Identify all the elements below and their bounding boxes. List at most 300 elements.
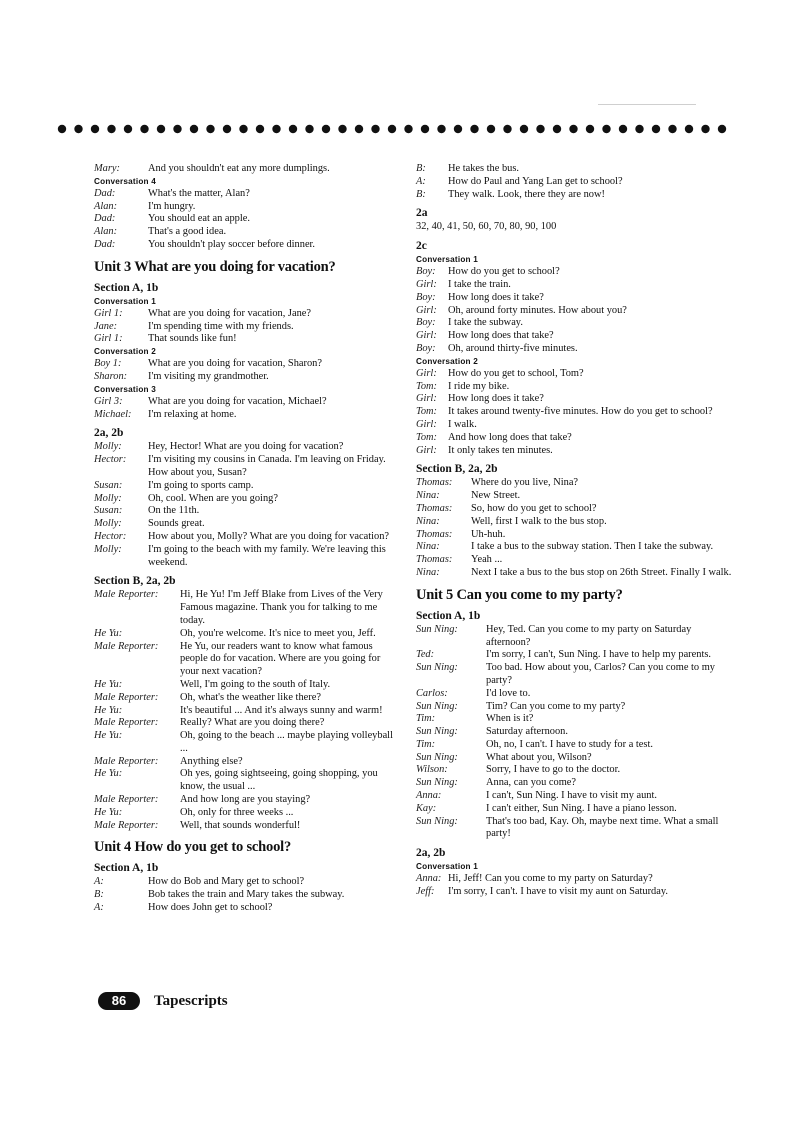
- dialogue-text: Really? What are you doing there?: [180, 717, 325, 729]
- speaker-name: Kay:: [416, 802, 437, 814]
- dialogue-text: I walk.: [448, 418, 477, 430]
- dialogue-line: [416, 739, 736, 752]
- dialogue-text: Bob takes the train and Mary takes the subway.: [148, 889, 345, 901]
- speaker-name: Male Reporter:: [94, 640, 159, 652]
- border-dot: [388, 125, 396, 133]
- speaker-name: Alan:: [94, 200, 118, 212]
- dialogue-text: I'm visiting my grandmother.: [148, 370, 269, 382]
- dialogue-text: How do you get to school, Tom?: [448, 367, 584, 379]
- dialogue-text: Sorry, I have to go to the doctor.: [486, 764, 621, 776]
- border-dot: [536, 125, 544, 133]
- dialogue-line: [416, 803, 736, 816]
- right-column: [416, 163, 736, 899]
- conversation-label: Conversation 1: [416, 862, 478, 872]
- speaker-name: Male Reporter:: [94, 589, 159, 601]
- dialogue-line: [94, 717, 394, 730]
- dialogue-line: [94, 371, 394, 384]
- border-dot: [553, 125, 561, 133]
- dialogue-text: New Street.: [471, 490, 521, 502]
- speaker-name: Nina:: [416, 515, 440, 527]
- dialogue-line: [94, 480, 394, 493]
- dialogue-text: Oh, going to the beach ... maybe playing volleyball ...: [180, 730, 393, 754]
- unit-heading: Unit 4 How do you get to school?: [94, 839, 292, 856]
- conversation-label: Conversation 1: [94, 296, 156, 306]
- dialogue-line: [94, 589, 394, 627]
- dialogue-text: Hey, Hector! What are you doing for vacation?: [148, 441, 344, 453]
- dialogue-text: I'm relaxing at home.: [148, 408, 237, 420]
- speaker-name: Girl:: [416, 418, 437, 430]
- speaker-name: Girl 1:: [94, 333, 123, 345]
- dialogue-text: How about you, Molly? What are you doing for vacation?: [148, 530, 390, 542]
- dialogue-line: [94, 163, 394, 176]
- dialogue-line: [94, 730, 394, 756]
- dialogue-line: [94, 308, 394, 321]
- dialogue-line: [416, 368, 736, 381]
- dialogue-text: Anna, can you come?: [486, 777, 577, 789]
- speaker-name: Molly:: [94, 492, 122, 504]
- dialogue-line: [94, 705, 394, 718]
- dialogue-line: [416, 343, 736, 356]
- dialogue-line: [94, 756, 394, 769]
- dialogue-text: I'm spending time with my friends.: [148, 320, 294, 332]
- speaker-name: B:: [416, 188, 426, 200]
- border-dot: [470, 125, 478, 133]
- conversation-label: Conversation 2: [94, 347, 156, 357]
- dialogue-text: How do you get to school?: [448, 266, 560, 278]
- dialogue-line: [94, 188, 394, 201]
- speaker-name: Boy:: [416, 317, 436, 329]
- dialogue-text: I take a bus to the subway station. Then I take the subway.: [471, 541, 714, 553]
- border-dot: [305, 125, 313, 133]
- dialogue-line: [416, 726, 736, 739]
- speaker-name: Sun Ning:: [416, 726, 458, 738]
- section-heading: 2a: [416, 207, 428, 220]
- dialogue-line: [94, 531, 394, 544]
- dialogue-line: [94, 505, 394, 518]
- speaker-name: Girl:: [416, 278, 437, 290]
- border-dot: [289, 125, 297, 133]
- dialogue-line: [94, 358, 394, 371]
- dialogue-line: [416, 445, 736, 458]
- speaker-name: Molly:: [94, 543, 122, 555]
- dialogue-text: Oh, cool. When are you going?: [148, 492, 278, 504]
- speaker-name: Nina:: [416, 566, 440, 578]
- dialogue-text: Next I take a bus to the bus stop on 26th Street. Finally I walk.: [471, 566, 732, 578]
- border-dot: [74, 125, 82, 133]
- dialogue-line: [416, 777, 736, 790]
- conversation-label: Conversation 1: [416, 255, 478, 265]
- dialogue-text: How long does that take?: [448, 330, 554, 342]
- border-dot: [437, 125, 445, 133]
- dialogue-text: Uh-huh.: [471, 528, 506, 540]
- dialogue-text: How do Bob and Mary get to school?: [148, 876, 305, 888]
- corner-rule: [598, 104, 696, 105]
- speaker-name: Male Reporter:: [94, 794, 159, 806]
- speaker-name: Anna:: [416, 790, 442, 802]
- border-dot: [520, 125, 528, 133]
- dialogue-text: I'm going to sports camp.: [148, 479, 254, 491]
- page-number-badge: 86: [98, 992, 140, 1010]
- speaker-name: Sun Ning:: [416, 623, 458, 635]
- dialogue-text: I'd love to.: [486, 687, 531, 699]
- section-heading: Section B, 2a, 2b: [94, 575, 176, 588]
- dialogue-line: [416, 163, 736, 176]
- border-dot: [272, 125, 280, 133]
- speaker-name: Boy:: [416, 266, 436, 278]
- dialogue-line: [94, 794, 394, 807]
- footer-title: Tapescripts: [154, 992, 228, 1009]
- dialogue-text: I'm visiting my cousins in Canada. I'm leaving on Friday. How about you, Susan?: [148, 454, 386, 478]
- dotted-border: [56, 122, 736, 136]
- border-dot: [322, 125, 330, 133]
- speaker-name: He Yu:: [94, 704, 123, 716]
- dialogue-text: It takes around twenty-five minutes. How do you get to school?: [448, 406, 713, 418]
- dialogue-text: How do Paul and Yang Lan get to school?: [448, 175, 623, 187]
- speaker-name: Susan:: [94, 479, 123, 491]
- dialogue-line: [94, 902, 394, 915]
- dialogue-line: [416, 701, 736, 714]
- dialogue-line: [416, 816, 736, 842]
- border-dot: [371, 125, 379, 133]
- dialogue-text: Hi, Jeff! Can you come to my party on Saturday?: [448, 873, 653, 885]
- speaker-name: Mary:: [94, 163, 120, 174]
- border-dot: [206, 125, 214, 133]
- dialogue-text: I'm going to the beach with my family. We're leaving this weekend.: [148, 543, 386, 568]
- section-heading: 2a, 2b: [94, 427, 124, 440]
- dialogue-text: They walk. Look, there they are now!: [448, 188, 605, 200]
- speaker-name: B:: [416, 163, 426, 174]
- speaker-name: Male Reporter:: [94, 691, 159, 703]
- dialogue-line: [94, 768, 394, 794]
- dialogue-text: It only takes ten minutes.: [448, 444, 553, 456]
- conversation-label: Conversation 2: [416, 356, 478, 366]
- speaker-name: Sun Ning:: [416, 815, 458, 827]
- speaker-name: Thomas:: [416, 502, 453, 514]
- speaker-name: Sun Ning:: [416, 700, 458, 712]
- speaker-name: Girl:: [416, 444, 437, 456]
- unit-heading: Unit 3 What are you doing for vacation?: [94, 258, 336, 275]
- speaker-name: Girl:: [416, 393, 437, 405]
- dialogue-text: Oh, what's the weather like there?: [180, 691, 321, 703]
- dialogue-text: What are you doing for vacation, Michael?: [148, 395, 327, 407]
- dialogue-text: Oh, around forty minutes. How about you?: [448, 304, 627, 316]
- speaker-name: Dad:: [94, 187, 116, 199]
- speaker-name: Nina:: [416, 490, 440, 502]
- dialogue-text: Saturday afternoon.: [486, 726, 568, 738]
- dialogue-line: [416, 490, 736, 503]
- dialogue-text: I'm sorry, I can't. I have to visit my aunt on Saturday.: [448, 886, 668, 898]
- dialogue-line: [416, 541, 736, 554]
- dialogue-text: What are you doing for vacation, Sharon?: [148, 358, 322, 370]
- dialogue-text: Well, first I walk to the bus stop.: [471, 515, 607, 527]
- dialogue-line: [416, 662, 736, 688]
- dialogue-line: [94, 544, 394, 570]
- speaker-name: Dad:: [94, 213, 116, 225]
- speaker-name: Tom:: [416, 406, 437, 418]
- speaker-name: A:: [416, 175, 426, 187]
- speaker-name: Wilson:: [416, 764, 448, 776]
- border-dot: [602, 125, 610, 133]
- border-dot: [157, 125, 165, 133]
- dialogue-line: [416, 503, 736, 516]
- speaker-name: Boy:: [416, 291, 436, 303]
- speaker-name: Girl 1:: [94, 307, 123, 319]
- dialogue-text: How does John get to school?: [148, 902, 273, 914]
- speaker-name: Male Reporter:: [94, 755, 159, 767]
- dialogue-line: [416, 330, 736, 343]
- dialogue-text: How long does it take?: [448, 393, 544, 405]
- border-dot: [58, 125, 66, 133]
- border-dot: [685, 125, 693, 133]
- conversation-label: Conversation 3: [94, 384, 156, 394]
- dialogue-text: That sounds like fun!: [148, 333, 237, 345]
- dialogue-line: [94, 226, 394, 239]
- dialogue-line: [416, 406, 736, 419]
- dialogue-line: [94, 628, 394, 641]
- dialogue-text: I ride my bike.: [448, 380, 510, 392]
- dialogue-text: I'm hungry.: [148, 200, 196, 212]
- border-dot: [503, 125, 511, 133]
- dialogue-line: [94, 441, 394, 454]
- speaker-name: Ted:: [416, 649, 435, 661]
- speaker-name: Dad:: [94, 238, 116, 250]
- dialogue-text: I'm sorry, I can't, Sun Ning. I have to help my parents.: [486, 649, 711, 661]
- border-dot: [338, 125, 346, 133]
- dialogue-line: [416, 713, 736, 726]
- speaker-name: Tom:: [416, 431, 437, 443]
- dialogue-text: He Yu, our readers want to know what famous people do for vacation. Where are you going for your next vacation?: [180, 640, 381, 678]
- dialogue-line: [94, 641, 394, 679]
- dialogue-line: [94, 213, 394, 226]
- dialogue-line: [416, 567, 736, 580]
- dialogue-line: [416, 886, 736, 899]
- dialogue-text: What are you doing for vacation, Jane?: [148, 307, 312, 319]
- border-dot: [421, 125, 429, 133]
- dialogue-text: And how long does that take?: [448, 431, 572, 443]
- dialogue-text: That's too bad, Kay. Oh, maybe next time. What a small party!: [486, 815, 719, 840]
- speaker-name: He Yu:: [94, 730, 123, 742]
- page-footer: [98, 992, 228, 1010]
- speaker-name: Jeff:: [416, 886, 435, 898]
- dialogue-text: I can't, Sun Ning. I have to visit my aunt.: [486, 790, 657, 802]
- dialogue-text: He takes the bus.: [448, 163, 519, 174]
- section-heading: 2a, 2b: [416, 847, 446, 860]
- border-dot: [668, 125, 676, 133]
- dialogue-line: [416, 688, 736, 701]
- speaker-name: Carlos:: [416, 687, 448, 699]
- dialogue-text: I take the train.: [448, 278, 511, 290]
- dialogue-text: It's beautiful ... And it's always sunny and warm!: [180, 704, 383, 716]
- speaker-name: Thomas:: [416, 554, 453, 566]
- speaker-name: Boy 1:: [94, 358, 122, 370]
- dialogue-text: Oh, around thirty-five minutes.: [448, 342, 578, 354]
- speaker-name: Tom:: [416, 380, 437, 392]
- speaker-name: Hector:: [94, 454, 127, 466]
- dialogue-line: [416, 432, 736, 445]
- dialogue-text: What about you, Wilson?: [486, 751, 592, 763]
- border-dot: [701, 125, 709, 133]
- dialogue-text: How long does it take?: [448, 291, 544, 303]
- speaker-name: Michael:: [94, 408, 132, 420]
- dialogue-line: [416, 752, 736, 765]
- dialogue-line: [94, 321, 394, 334]
- speaker-name: Sharon:: [94, 370, 128, 382]
- section-heading: Section A, 1b: [94, 862, 159, 875]
- dialogue-text: Too bad. How about you, Carlos? Can you come to my party?: [486, 662, 715, 686]
- dialogue-text: Hey, Ted. Can you come to my party on Saturday afternoon?: [486, 623, 692, 648]
- border-dot: [355, 125, 363, 133]
- speaker-name: Jane:: [94, 320, 118, 332]
- dialogue-line: [416, 419, 736, 432]
- dialogue-line: [94, 679, 394, 692]
- speaker-name: A:: [94, 876, 104, 888]
- dialogue-text: Well, that sounds wonderful!: [180, 819, 301, 831]
- dialogue-text: You shouldn't play soccer before dinner.: [148, 238, 316, 250]
- dialogue-line: [416, 790, 736, 803]
- dialogue-line: [94, 239, 394, 252]
- dialogue-text: Tim? Can you come to my party?: [486, 700, 626, 712]
- speaker-name: Thomas:: [416, 477, 453, 489]
- dialogue-line: [94, 396, 394, 409]
- border-dot: [124, 125, 132, 133]
- dialogue-text: So, how do you get to school?: [471, 502, 597, 514]
- dialogue-text: And how long are you staying?: [180, 794, 311, 806]
- dialogue-text: Hi, He Yu! I'm Jeff Blake from Lives of the Very Famous magazine. Thank you for talking to me today.: [180, 589, 383, 626]
- dialogue-line: [416, 393, 736, 406]
- dialogue-text: When is it?: [486, 713, 534, 725]
- border-dot: [487, 125, 495, 133]
- dialogue-line: [94, 692, 394, 705]
- border-dot: [107, 125, 115, 133]
- dialogue-text: That's a good idea.: [148, 226, 227, 238]
- border-dot: [718, 125, 726, 133]
- border-dot: [239, 125, 247, 133]
- speaker-name: Boy:: [416, 342, 436, 354]
- speaker-name: Nina:: [416, 541, 440, 553]
- dialogue-line: [94, 518, 394, 531]
- dialogue-line: [416, 279, 736, 292]
- speaker-name: Tim:: [416, 738, 436, 750]
- dialogue-line: [416, 477, 736, 490]
- speaker-name: Susan:: [94, 505, 123, 517]
- speaker-name: Girl:: [416, 330, 437, 342]
- dialogue-text: On the 11th.: [148, 505, 200, 517]
- section-heading: Section B, 2a, 2b: [416, 463, 498, 476]
- dialogue-text: Oh, no, I can't. I have to study for a test.: [486, 738, 653, 750]
- speaker-name: Sun Ning:: [416, 751, 458, 763]
- dialogue-line: [416, 317, 736, 330]
- speaker-name: Male Reporter:: [94, 717, 159, 729]
- speaker-name: Hector:: [94, 530, 127, 542]
- dialogue-line: [94, 333, 394, 346]
- dialogue-line: [416, 292, 736, 305]
- speaker-name: He Yu:: [94, 678, 123, 690]
- speaker-name: Girl 3:: [94, 395, 123, 407]
- dialogue-line: [416, 381, 736, 394]
- speaker-name: Anna:: [416, 873, 442, 885]
- dialogue-line: [416, 529, 736, 542]
- section-heading: 2c: [416, 240, 427, 253]
- unit-heading: Unit 5 Can you come to my party?: [416, 586, 623, 603]
- dialogue-line: [416, 764, 736, 777]
- dialogue-line: [94, 201, 394, 214]
- dialogue-text: Where do you live, Nina?: [471, 477, 579, 489]
- speaker-name: Molly:: [94, 441, 122, 453]
- dialogue-line: [416, 554, 736, 567]
- dialogue-text: What's the matter, Alan?: [148, 187, 250, 199]
- dialogue-text: And you shouldn't eat any more dumplings.: [148, 163, 330, 174]
- dialogue-line: [94, 409, 394, 422]
- border-dot: [586, 125, 594, 133]
- dialogue-line: [94, 807, 394, 820]
- section-heading: Section A, 1b: [94, 281, 159, 294]
- speaker-name: B:: [94, 889, 104, 901]
- speaker-name: He Yu:: [94, 627, 123, 639]
- speaker-name: Girl:: [416, 367, 437, 379]
- dialogue-line: [416, 176, 736, 189]
- dialogue-text: Oh yes, going sightseeing, going shopping, you know, the usual ...: [180, 768, 378, 793]
- dialogue-text: Anything else?: [180, 755, 243, 767]
- dialogue-text: Oh, only for three weeks ...: [180, 806, 294, 818]
- dialogue-text: I can't either, Sun Ning. I have a piano lesson.: [486, 802, 677, 814]
- dialogue-line: [94, 454, 394, 480]
- dot-row: [56, 122, 736, 136]
- border-dot: [652, 125, 660, 133]
- dialogue-line: [416, 189, 736, 202]
- border-dot: [256, 125, 264, 133]
- dialogue-line: [416, 873, 736, 886]
- border-dot: [173, 125, 181, 133]
- speaker-name: Sun Ning:: [416, 662, 458, 674]
- dialogue-text: Yeah ...: [471, 554, 503, 566]
- dialogue-line: [416, 649, 736, 662]
- speaker-name: A:: [94, 902, 104, 914]
- dialogue-line: [94, 493, 394, 506]
- dialogue-text: Well, I'm going to the south of Italy.: [180, 678, 331, 690]
- dialogue-line: [416, 305, 736, 318]
- border-dot: [223, 125, 231, 133]
- border-dot: [454, 125, 462, 133]
- dialogue-line: [416, 266, 736, 279]
- dialogue-line: [94, 820, 394, 833]
- plain-text: 32, 40, 41, 50, 60, 70, 80, 90, 100: [416, 221, 557, 233]
- speaker-name: He Yu:: [94, 806, 123, 818]
- dialogue-line: [416, 624, 736, 650]
- dialogue-text: Oh, you're welcome. It's nice to meet you, Jeff.: [180, 627, 376, 639]
- section-heading: Section A, 1b: [416, 609, 481, 622]
- dialogue-line: [416, 516, 736, 529]
- border-dot: [635, 125, 643, 133]
- speaker-name: Thomas:: [416, 528, 453, 540]
- border-dot: [190, 125, 198, 133]
- conversation-label: Conversation 4: [94, 176, 156, 186]
- dialogue-text: You should eat an apple.: [148, 213, 250, 225]
- speaker-name: Male Reporter:: [94, 819, 159, 831]
- speaker-name: Molly:: [94, 518, 122, 530]
- dialogue-line: [94, 889, 394, 902]
- border-dot: [140, 125, 148, 133]
- speaker-name: Tim:: [416, 713, 436, 725]
- speaker-name: Girl:: [416, 304, 437, 316]
- left-column: [94, 163, 394, 915]
- border-dot: [404, 125, 412, 133]
- dialogue-text: Sounds great.: [148, 518, 205, 530]
- speaker-name: Alan:: [94, 226, 118, 238]
- dialogue-text: I take the subway.: [448, 317, 523, 329]
- border-dot: [91, 125, 99, 133]
- speaker-name: He Yu:: [94, 768, 123, 780]
- border-dot: [619, 125, 627, 133]
